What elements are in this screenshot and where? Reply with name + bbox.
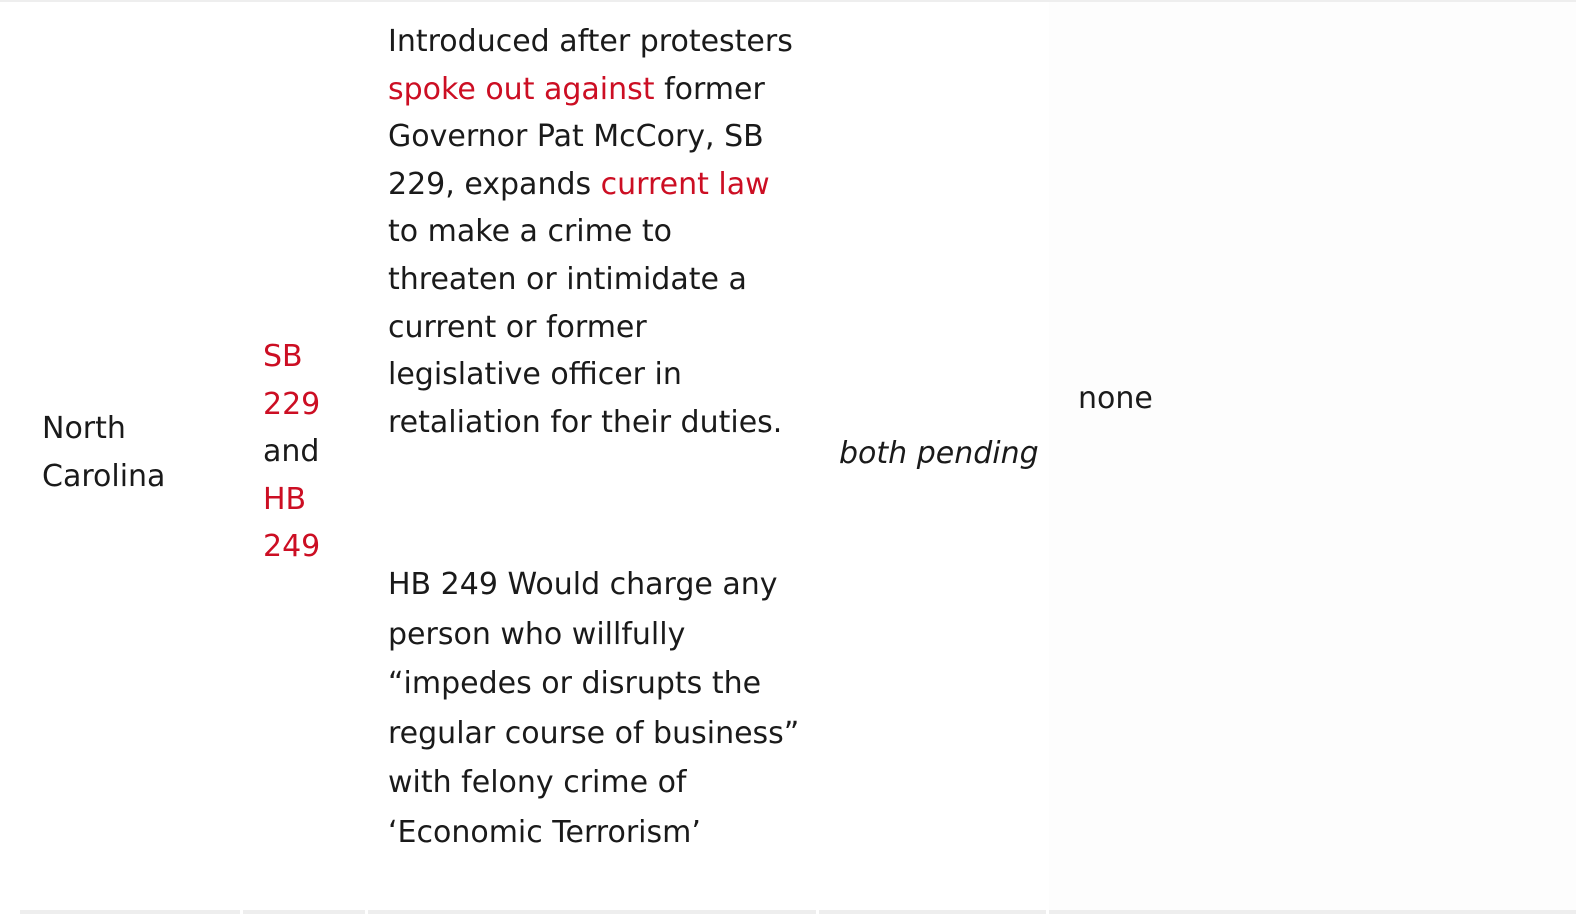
description-line: retaliation for their duties.	[388, 404, 783, 440]
description-line: regular course of business”	[388, 715, 800, 751]
description-paragraph-hb-249	[388, 560, 799, 858]
description-line: “impedes or disrupts the	[388, 666, 762, 702]
description-line: with felony crime of	[388, 765, 687, 801]
description-cell	[368, 2, 816, 914]
status-cell	[819, 2, 1046, 914]
table-row	[0, 2, 1576, 922]
bills-cell	[243, 2, 365, 914]
bill-list	[263, 333, 320, 571]
description-line: Governor Pat McCory, SB	[388, 119, 764, 155]
bill-link-label: 229	[263, 386, 321, 422]
notes-cell	[1049, 2, 1576, 914]
state-name	[42, 405, 165, 500]
bill-conjunction: and	[263, 434, 320, 470]
description-line: person who willfully	[388, 616, 686, 652]
description-line: to make a crime to	[388, 214, 672, 250]
description-line	[388, 161, 793, 209]
cell-border	[20, 910, 240, 914]
state-name-line-1: North	[42, 411, 126, 446]
current-law-link[interactable]: current law	[600, 166, 770, 202]
bill-link-hb-249[interactable]	[263, 476, 320, 571]
description-line: threaten or intimidate a	[388, 261, 747, 297]
state-name-line-2: Carolina	[42, 458, 166, 494]
state-cell	[0, 2, 240, 914]
description-paragraph-sb-229	[388, 18, 793, 446]
description-line: ‘Economic Terrorism’	[388, 814, 701, 850]
bill-link-label: 249	[263, 529, 321, 565]
description-line: Introduced after protesters	[388, 24, 793, 59]
description-text: 229, expands	[388, 166, 601, 202]
description-line: current or former	[388, 309, 647, 345]
bill-link-label: SB	[263, 339, 303, 374]
bill-status: both pending	[839, 436, 1039, 471]
cell-border	[1049, 910, 1576, 914]
description-line: legislative officer in	[388, 357, 682, 393]
bill-link-label: HB	[263, 481, 307, 517]
bill-notes: none	[1078, 381, 1153, 416]
cell-border	[368, 910, 816, 914]
description-text: former	[654, 71, 765, 107]
cell-border	[819, 910, 1046, 914]
description-line	[388, 66, 793, 114]
spoke-out-against-link[interactable]: spoke out against	[388, 71, 655, 107]
bill-link-sb-229[interactable]	[263, 333, 320, 428]
cell-border	[243, 910, 365, 914]
description-line: HB 249 Would charge any	[388, 567, 778, 602]
